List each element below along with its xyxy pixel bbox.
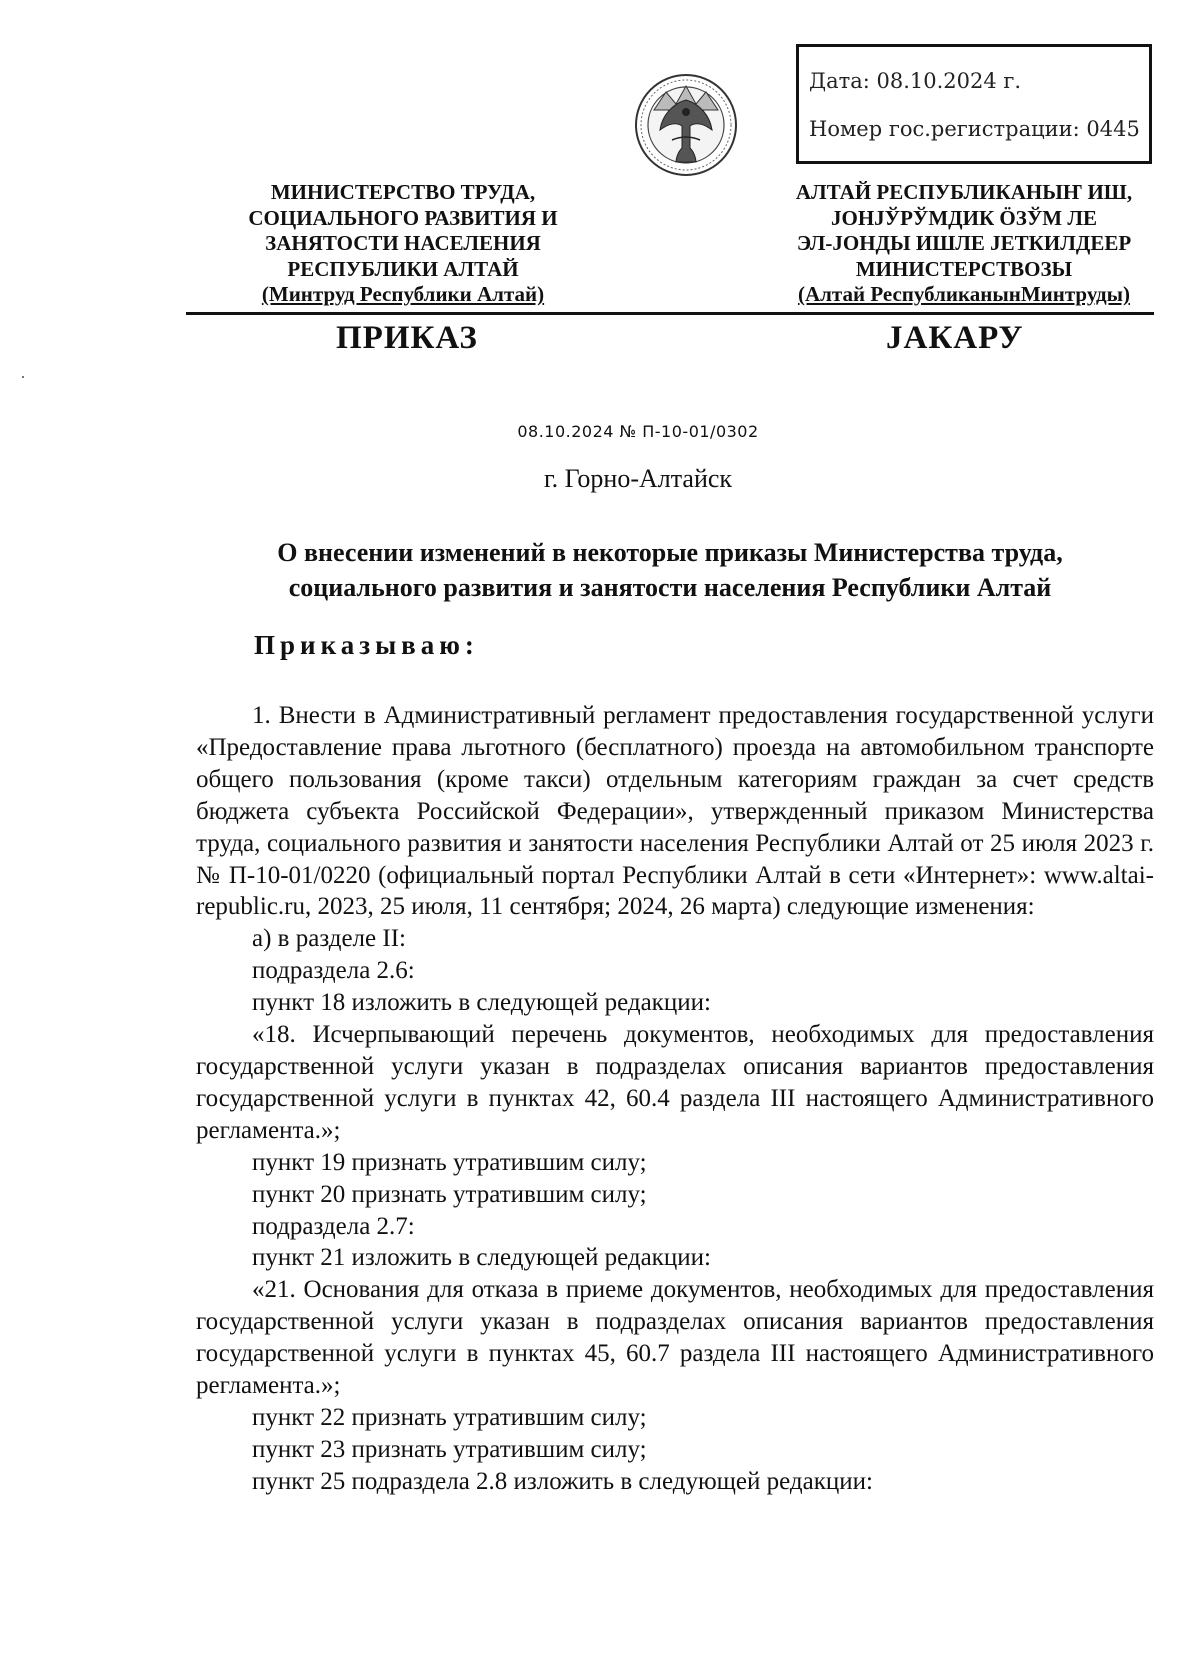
paragraph-item-18-intro: пункт 18 изложить в следующей редакции: [252,989,711,1017]
ministry-name-russian [193,180,613,308]
registration-date-value: 08.10.2024 г. [876,69,1022,93]
paragraph-1: 1. Внести в Административный регламент предоставления государственной услуги «Предоставление права льготного (бесплатного) проезда на автомобильном транспорте общего пользования (кроме такси) отдельным категориям граждан за счет средств бюджета субъекта Российской Федерации», утвержденный приказом Министерства труда, социального развития и занятости населения Республики Алтай от 25 июля 2023 г. № П-10-01/0220 (официальный портал Республики Алтай в сети «Интернет»: www.altai-republic.ru, 2023, 25 июля, 11 сентября; 2024, 26 марта) следующие изменения: [196,702,1154,921]
paragraph-item-18-text: «18. Исчерпывающий перечень документов, необходимых для предоставления государственной услуги указан в подразделах описания вариантов предоставления государственной услуги в пунктах 42, 60.4 раздела III настоящего Административного регламента.»; [196,1021,1154,1144]
registration-number-value: 0445 [1086,117,1140,141]
paragraph-subsection-2-6: подраздела 2.6: [252,957,415,985]
registration-number-line [809,117,1140,141]
decree-word: Приказываю: [254,630,479,660]
ministry-right-line-2: ЈОНЈЎРЎМДИК ÖЗЎМ ЛЕ [831,205,1097,230]
paragraph-subsection-2-7: подраздела 2.7: [252,1212,415,1240]
ministry-left-abbreviation: (Минтруд Республики Алтай) [261,282,545,306]
ministry-name-altai [758,180,1170,308]
paragraph-section-ii: а) в разделе II: [252,925,406,953]
paragraph-item-20: пункт 20 признать утратившим силу; [252,1180,647,1208]
paragraph-item-23: пункт 23 признать утратившим силу; [252,1435,647,1463]
paragraph-item-21-intro: пункт 21 изложить в следующей редакции: [252,1244,711,1272]
ministry-left-line-1: МИНИСТЕРСТВО ТРУДА, [270,180,536,204]
order-number: 08.10.2024 № П-10-01/0302 [517,422,759,441]
registration-date-line [809,69,1021,93]
ministry-left-line-3: ЗАНЯТОСТИ НАСЕЛЕНИЯ [265,231,541,255]
ministry-left-line-4: РЕСПУБЛИКИ АЛТАЙ [287,256,519,281]
city: г. Горно-Алтайск [543,464,733,493]
ministry-right-abbreviation: (Алтай РеспубликанынМинтруды) [797,282,1131,306]
header-divider [186,312,1154,315]
paragraph-item-21-text: «21. Основания для отказа в приеме документов, необходимых для предоставления государственной услуги указан в подразделах описания вариантов предоставления государственной услуги в пунктах 45, 60.7 раздела III настоящего Административного регламента.»; [196,1276,1154,1400]
order-title-russian: ПРИКАЗ [336,320,478,356]
ministry-right-line-1: АЛТАЙ РЕСПУБЛИКАНЫҤ ИШ, [795,180,1133,204]
ministry-right-line-3: ЭЛ-ЈОНДЫ ИШЛЕ ЈЕТКИЛДЕЕР [796,231,1132,255]
document-body [196,700,1154,1498]
ministry-left-line-2: СОЦИАЛЬНОГО РАЗВИТИЯ И [248,205,558,230]
document-title-line-2: социального развития и занятости населения Республики Алтай [288,573,1052,602]
paragraph-item-22: пункт 22 признать утратившим силу; [252,1403,647,1431]
document-title-line-1: О внесении изменений в некоторые приказы Министерства труда, [277,538,1063,567]
registration-number-label: Номер гос.регистрации: [809,117,1080,141]
document-title [186,535,1154,605]
registration-stamp [796,44,1152,164]
order-title-altai: ЈАКАРУ [886,320,1024,356]
registration-date-label: Дата: [809,69,870,93]
paragraph-item-19: пункт 19 признать утратившим силу; [252,1148,647,1176]
paragraph-item-25-intro: пункт 25 подраздела 2.8 изложить в следующей редакции: [252,1467,873,1495]
ministry-right-line-4: МИНИСТЕРСТВОЗЫ [855,256,1073,281]
scan-speck [22,376,24,378]
coat-of-arms-icon [632,70,740,180]
